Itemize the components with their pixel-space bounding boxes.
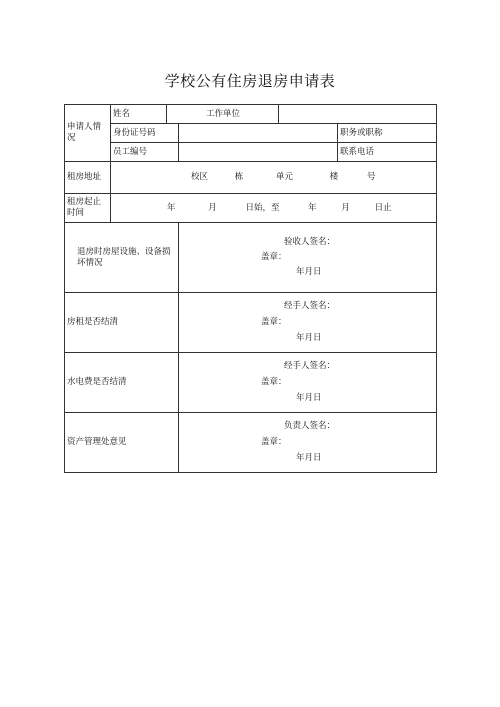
date-label: 年月日 (296, 267, 322, 277)
damage-section-sign[interactable] (179, 223, 437, 293)
form-title: 学校公有住房退房申请表 (164, 72, 336, 90)
period-label: 租房起止时间 (65, 194, 111, 223)
utility-section-sign[interactable] (179, 353, 437, 413)
work-unit-field[interactable] (279, 105, 437, 124)
building-text: 栋 (234, 172, 244, 182)
utility-section-label: 水电费是否结清 (65, 353, 179, 413)
id-number-label: 身份证号码 (111, 124, 179, 143)
asset-office-section-label: 资产管理处意见 (65, 413, 179, 473)
period-field[interactable] (111, 194, 437, 223)
seal-label: 盖章： (261, 252, 287, 262)
day-end-text: 日止 (374, 202, 392, 213)
number-text: 号 (366, 172, 376, 182)
work-unit-label: 工作单位 (167, 105, 279, 124)
damage-section-label: 退房时房屋设施、设备损坏情况 (65, 223, 179, 293)
staff-number-label: 员工编号 (111, 143, 179, 162)
seal-label: 盖章： (261, 437, 287, 447)
day-start-text: 日始，至 (245, 202, 280, 213)
staff-number-field[interactable] (179, 143, 338, 162)
asset-office-section-sign[interactable] (179, 413, 437, 473)
handler-signature-label: 经手人签名： (284, 361, 336, 371)
handler-signature-label: 经手人签名： (284, 301, 336, 311)
unit-text: 单元 (275, 172, 293, 182)
application-form-table (64, 104, 437, 473)
date-label: 年月日 (296, 453, 322, 463)
campus-text: 校区 (191, 172, 209, 182)
director-signature-label: 负责人签名： (284, 421, 336, 431)
id-number-field[interactable] (179, 124, 338, 143)
floor-text: 楼 (329, 172, 339, 182)
month-end-text: 月 (341, 202, 350, 213)
rent-section-label: 房租是否结清 (65, 293, 179, 353)
seal-label: 盖章： (261, 317, 287, 327)
date-label: 年月日 (296, 393, 322, 403)
date-label: 年月日 (296, 333, 322, 343)
address-field[interactable] (111, 162, 437, 194)
seal-label: 盖章： (261, 377, 287, 387)
applicant-section-label: 申请人情况 (65, 105, 111, 162)
year-start-text: 年 (167, 202, 176, 213)
inspector-signature-label: 验收人签名： (284, 237, 336, 247)
position-label: 职务或职称 (338, 124, 437, 143)
name-label: 姓名 (111, 105, 167, 124)
phone-label: 联系电话 (338, 143, 437, 162)
rent-section-sign[interactable] (179, 293, 437, 353)
address-label: 租房地址 (65, 162, 111, 194)
month-start-text: 月 (208, 202, 217, 213)
year-end-text: 年 (308, 202, 317, 213)
